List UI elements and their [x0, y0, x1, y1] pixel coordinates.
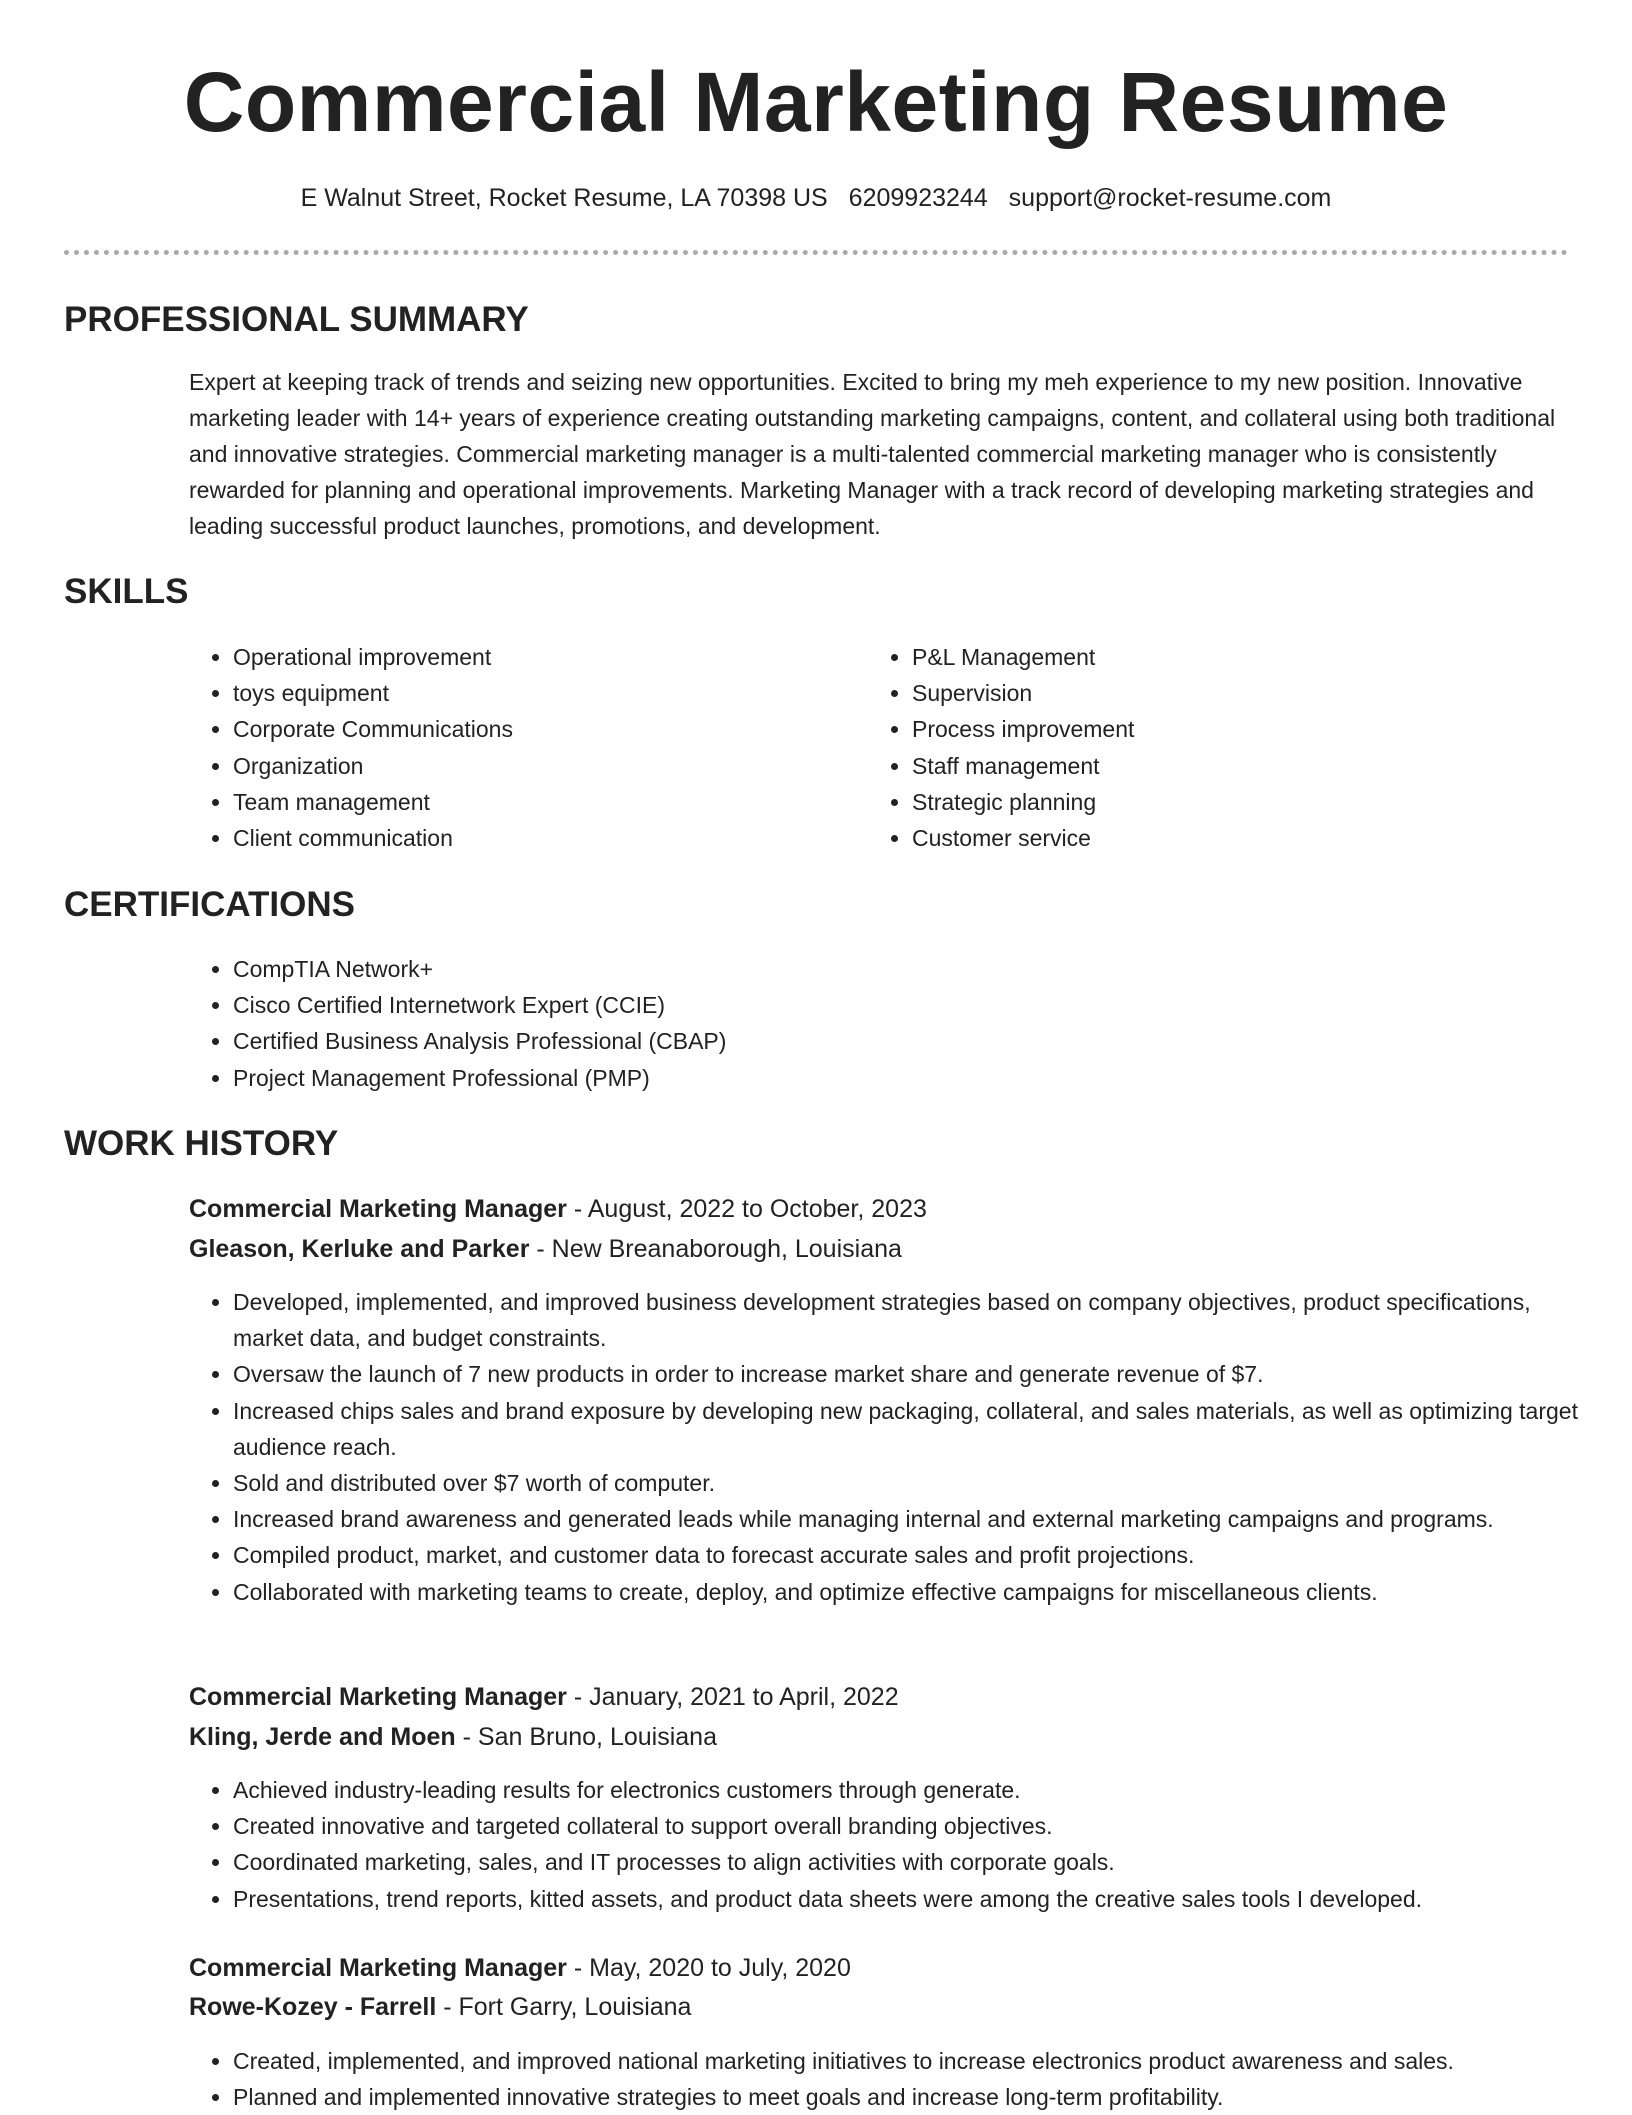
- skill-item: • Organization: [233, 748, 853, 784]
- job-company-line: [189, 1229, 902, 1269]
- job-location: New Breanaborough, Louisiana: [551, 1235, 902, 1263]
- skill-item: • Operational improvement: [233, 639, 853, 675]
- job-title: Commercial Marketing Manager: [189, 1683, 567, 1711]
- contact-email: support@rocket-resume.com: [1008, 184, 1332, 212]
- job-bullet: • Collaborated with marketing teams to create, deploy, and optimize effective campaigns for miscellaneous clients.: [233, 1574, 1593, 1610]
- header-divider: [64, 250, 1568, 255]
- job-company: Kling, Jerde and Moen: [189, 1723, 456, 1751]
- job-separator: -: [566, 1954, 590, 1982]
- job-dates: January, 2021 to April, 2022: [589, 1683, 899, 1711]
- skill-item: • Process improvement: [912, 711, 1592, 747]
- job-separator: -: [436, 1993, 459, 2021]
- job-title: Commercial Marketing Manager: [189, 1954, 567, 1982]
- certification-item: • Cisco Certified Internetwork Expert (CCIE): [233, 987, 1593, 1023]
- job-bullet: • Oversaw the launch of 7 new products in order to increase market share and generate revenue of $7.: [233, 1356, 1593, 1392]
- skills-list-left: [189, 639, 853, 856]
- job-company: Rowe-Kozey - Farrell: [189, 1993, 437, 2021]
- certification-item: • Certified Business Analysis Professional (CBAP): [233, 1023, 1593, 1059]
- job-location: Fort Garry, Louisiana: [458, 1993, 692, 2021]
- job-bullet: • Planned and implemented innovative strategies to meet goals and increase long-term profitability.: [233, 2079, 1593, 2115]
- job-bullet: • Created innovative and targeted collateral to support overall branding objectives.: [233, 1808, 1593, 1844]
- skill-item: • Customer service: [912, 820, 1592, 856]
- job-bullets: [189, 1284, 1593, 1610]
- job-title-line: [189, 1948, 851, 1988]
- skill-item: • Supervision: [912, 675, 1592, 711]
- job-company: Gleason, Kerluke and Parker: [189, 1235, 530, 1263]
- summary-heading: PROFESSIONAL SUMMARY: [64, 300, 529, 339]
- contact-address: E Walnut Street, Rocket Resume, LA 70398 US: [300, 184, 828, 212]
- job-bullets: [189, 1772, 1593, 1917]
- resume-title: Commercial Marketing Resume: [183, 55, 1449, 149]
- job-bullet: • Developed, implemented, and improved business development strategies based on company objectives, product specifications, market data, and budget constraints.: [233, 1284, 1593, 1356]
- skills-heading: SKILLS: [64, 572, 189, 611]
- job-separator: -: [455, 1723, 478, 1751]
- skill-item: • toys equipment: [233, 675, 853, 711]
- job-bullet: • Achieved industry-leading results for electronics customers through generate.: [233, 1772, 1593, 1808]
- job-title-line: [189, 1189, 927, 1229]
- certifications-heading: CERTIFICATIONS: [64, 885, 356, 924]
- skill-item: • Staff management: [912, 748, 1592, 784]
- job-separator: -: [566, 1195, 588, 1223]
- job-dates: August, 2022 to October, 2023: [587, 1195, 927, 1223]
- job-bullet: • Increased brand awareness and generated leads while managing internal and external marketing campaigns and programs.: [233, 1501, 1593, 1537]
- skills-list-right: [868, 639, 1592, 856]
- job-title: Commercial Marketing Manager: [189, 1195, 567, 1223]
- certification-item: • Project Management Professional (PMP): [233, 1060, 1593, 1096]
- job-separator: -: [566, 1683, 590, 1711]
- job-bullet: • Coordinated marketing, sales, and IT processes to align activities with corporate goals.: [233, 1844, 1593, 1880]
- skill-item: • P&L Management: [912, 639, 1592, 675]
- contact-phone: 6209923244: [848, 184, 988, 212]
- job-bullets: [189, 2043, 1593, 2115]
- job-bullet: • Sold and distributed over $7 worth of computer.: [233, 1465, 1593, 1501]
- skill-item: • Client communication: [233, 820, 853, 856]
- job-bullet: • Presentations, trend reports, kitted assets, and product data sheets were among the creative sales tools I developed.: [233, 1881, 1593, 1917]
- skill-item: • Corporate Communications: [233, 711, 853, 747]
- job-location: San Bruno, Louisiana: [477, 1723, 717, 1751]
- certification-item: • CompTIA Network+: [233, 951, 1593, 987]
- certifications-list: [189, 951, 1593, 1096]
- work-history-heading: WORK HISTORY: [64, 1124, 339, 1163]
- job-bullet: • Compiled product, market, and customer data to forecast accurate sales and profit projections.: [233, 1537, 1593, 1573]
- job-bullet: • Created, implemented, and improved national marketing initiatives to increase electronics product awareness and sales.: [233, 2043, 1593, 2079]
- job-dates: May, 2020 to July, 2020: [589, 1954, 851, 1982]
- job-company-line: [189, 1717, 717, 1757]
- job-title-line: [189, 1677, 899, 1717]
- skill-item: • Team management: [233, 784, 853, 820]
- contact-line: [0, 180, 1632, 216]
- job-company-line: [189, 1987, 691, 2027]
- job-bullet: • Increased chips sales and brand exposure by developing new packaging, collateral, and sales materials, as well as optimizing target audience reach.: [233, 1393, 1593, 1465]
- skill-item: • Strategic planning: [912, 784, 1592, 820]
- summary-text: Expert at keeping track of trends and seizing new opportunities. Excited to bring my meh experience to my new position. Innovative marketing leader with 14+ years of experience creating outstanding marketing campaigns, content, and collateral using both traditional and innovative strategies. Commercial marketing manager is a multi-talented commercial marketing manager who is consistently rewarded for planning and operational improvements. Marketing Manager with a track record of developing marketing strategies and leading successful product launches, promotions, and development.: [189, 369, 1556, 539]
- job-separator: -: [529, 1235, 552, 1263]
